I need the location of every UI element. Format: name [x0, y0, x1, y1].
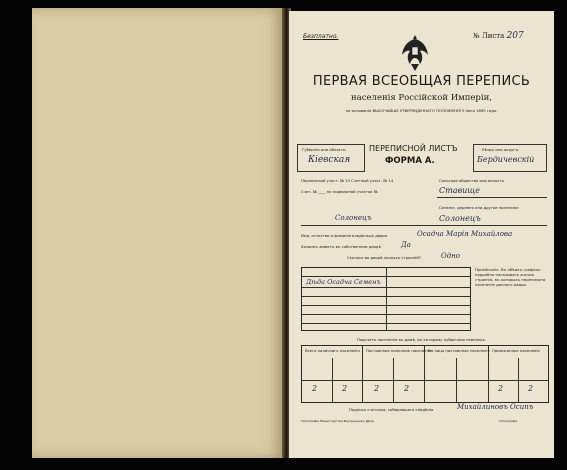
printer-right: Типографія	[499, 419, 518, 423]
uchastok-field: Переписной участ. № 13 Счетный участ. № 14	[301, 178, 394, 183]
rows-handwritten-left: Солонецъ	[335, 214, 372, 222]
printer-left: Типографія Министерства Внутреннихъ Дѣлъ	[301, 419, 375, 423]
census-form-page	[289, 11, 554, 458]
summary-value-3: 2	[374, 384, 380, 393]
free-label: Безплатно.	[303, 33, 339, 40]
dwellings-row-1: Дѣда Осадча Семенъ	[306, 278, 381, 286]
dwellings-table	[301, 267, 471, 331]
selo-underline	[437, 197, 547, 198]
sheet-number	[473, 31, 524, 41]
schet-field: Счет. № ____ по подвижной участок №	[301, 189, 378, 194]
gubernia-box	[297, 144, 365, 172]
sheet-number-label: № Листа	[473, 32, 505, 40]
summary-value-2: 2	[342, 384, 348, 393]
remarks-block: Примѣчаніе. Въ обѣихъ графахъ подробно показывать жилыя строенія, въ которыхъ переписано населеніе данного двора.	[475, 267, 546, 287]
summary-header-2: Постоянное наличное населеніе	[366, 348, 432, 353]
uezd-box	[473, 144, 547, 172]
summary-caption: Подсчетъ населенія въ домѣ, въ которому пуброчная перепись.	[356, 337, 487, 342]
selo-value: Ставище	[439, 186, 481, 195]
list-label: ПЕРЕПИСНОЙ ЛИСТЪ	[369, 144, 458, 153]
summary-value-6: 2	[528, 384, 534, 393]
summary-value-1: 2	[312, 384, 318, 393]
summary-value-4: 2	[404, 384, 410, 393]
summary-header-1: Всего наличнаго населенія	[305, 348, 360, 353]
dwelling-value: Одно	[441, 252, 461, 260]
owner-value: Осадча Марія Михайлова	[417, 230, 513, 238]
counter-label: Подпись счетчика, собиравшаго свѣдѣнія	[349, 407, 434, 412]
summary-table	[301, 345, 549, 403]
owner-label: Имя, отчество и фамилія владѣльца двора.	[301, 233, 389, 238]
uezd-value: Бердичевскій	[477, 155, 535, 164]
who-label: Хозяинъ живетъ въ собственном дворѣ	[301, 244, 381, 249]
summary-value-5: 2	[498, 384, 504, 393]
village-label: Селеніе, деревня или другое поселеніе	[439, 205, 519, 210]
summary-header-4: Приписанное населеніе	[492, 348, 540, 353]
imperial-eagle-icon	[401, 33, 429, 73]
dwelling-label: Сколько во дворѣ жилыхъ строеній?	[347, 255, 421, 260]
selo-label: Сельское общество или волость	[439, 178, 504, 183]
village-value: Солонецъ	[439, 214, 481, 223]
gubernia-value: Кіевская	[308, 155, 351, 165]
uezd-label: Уѣздъ или округъ:	[482, 147, 520, 152]
form-a-label: ФОРМА А.	[385, 156, 435, 166]
summary-header-3: На лицо постоянное населеніе	[428, 348, 490, 353]
counter-value: Михайлиновъ Осипъ	[457, 403, 534, 411]
who-value: Да	[401, 241, 411, 249]
form-decree: на основаніи ВЫСОЧАЙШЕ УТВЕРЖДЕННАГО ПОЛОЖЕНІЯ 5 Іюня 1895 года.	[345, 108, 498, 113]
form-subtitle: населенія Россійской Имперіи,	[351, 93, 492, 103]
village-underline	[301, 225, 547, 226]
sheet-number-value: 207	[506, 31, 524, 41]
left-page	[32, 8, 284, 458]
gubernia-label: Губернія или область:	[302, 147, 347, 152]
form-title: ПЕРВАЯ ВСЕОБЩАЯ ПЕРЕПИСЬ	[312, 74, 531, 89]
